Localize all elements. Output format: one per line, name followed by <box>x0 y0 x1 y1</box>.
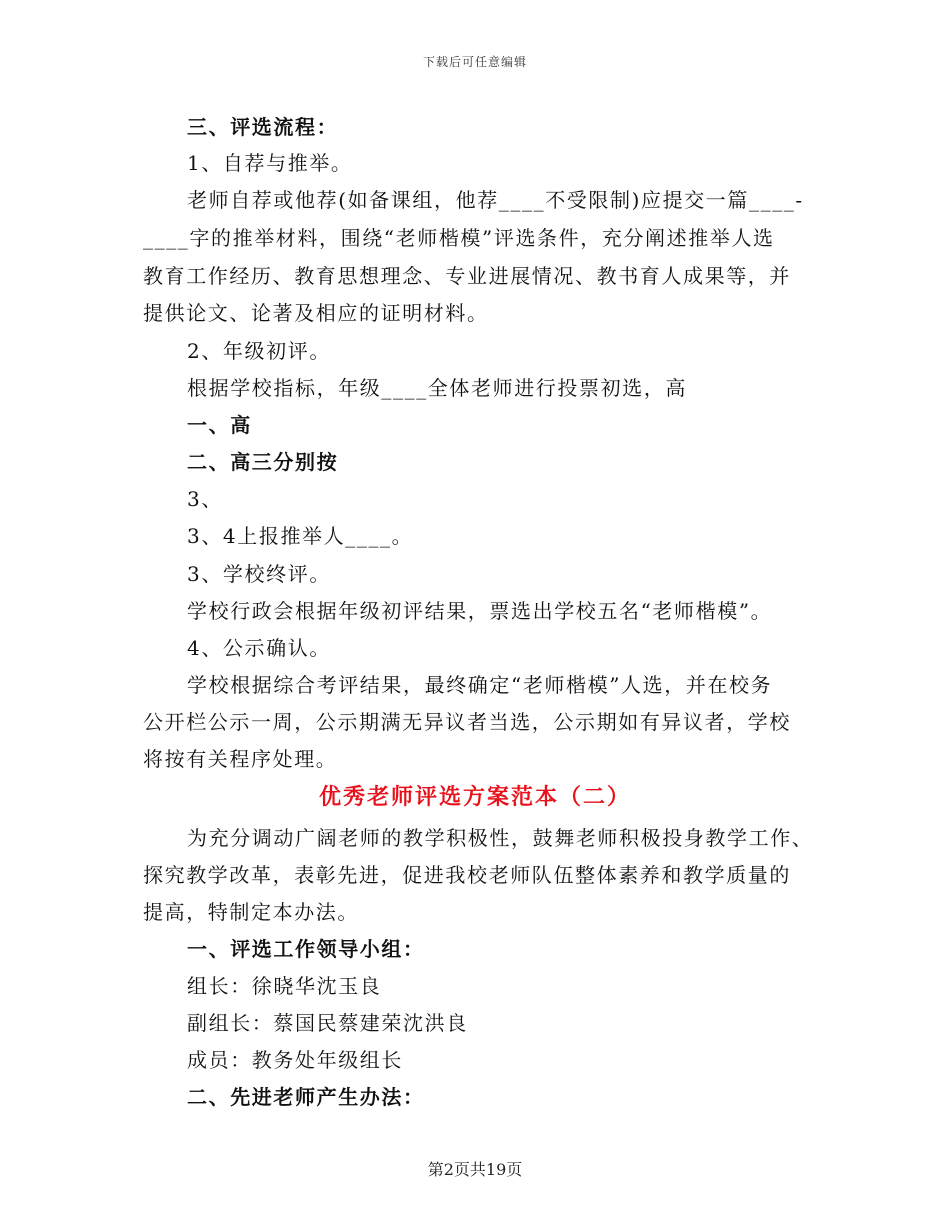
step3-paragraph: 学校行政会根据年级初评结果，票选出学校五名“老师楷模”。 <box>187 599 773 623</box>
group-members: 成员：教务处年级组长 <box>187 1048 403 1072</box>
group-vice-leader: 副组长：蔡国民蔡建荣沈洪良 <box>187 1011 468 1035</box>
step2-fragment-c: 3、 <box>187 487 223 511</box>
step2-fragment-d: 3、4上报推举人____。 <box>187 524 414 548</box>
intro-paragraph-line-2: 探究教学改革，表彰先进，促进我校老师队伍整体素养和教学质量的 <box>143 863 791 887</box>
step1-paragraph-line-1: 老师自荐或他荐(如备课组，他荐____不受限制)应提交一篇____- <box>187 188 804 212</box>
page-header-note: 下载后可任意编辑 <box>422 55 527 69</box>
group-leader: 组长：徐晓华沈玉良 <box>187 974 382 998</box>
step1-title: 1、自荐与推举。 <box>187 151 353 175</box>
step4-paragraph-line-1: 学校根据综合考评结果，最终确定“老师楷模”人选，并在校务 <box>187 673 773 697</box>
document-title: 优秀老师评选方案范本（二） <box>318 784 631 810</box>
step1-paragraph-line-3: 教育工作经历、教育思想理念、专业进展情况、教书育人成果等，并 <box>143 264 791 288</box>
section-heading-selection-method: 二、先进老师产生办法： <box>187 1085 425 1109</box>
intro-paragraph-line-1: 为充分调动广阔老师的教学积极性，鼓舞老师积极投身教学工作、 <box>187 826 814 850</box>
step2-paragraph: 根据学校指标，年级____全体老师进行投票初选，高 <box>187 376 687 400</box>
step2-fragment-a: 一、高 <box>187 413 252 437</box>
step4-title: 4、公示确认。 <box>187 636 331 660</box>
intro-paragraph-line-3: 提高，特制定本办法。 <box>143 900 359 924</box>
step1-paragraph-line-2: ____字的推举材料，围绕“老师楷模”评选条件，充分阐述推举人选 <box>143 226 775 250</box>
page-number: 第2页共19页 <box>427 1160 523 1179</box>
step2-title: 2、年级初评。 <box>187 339 331 363</box>
step2-fragment-b: 二、高三分别按 <box>187 450 339 474</box>
step1-paragraph-line-4: 提供论文、论著及相应的证明材料。 <box>143 301 489 325</box>
section-heading-leadership-group: 一、评选工作领导小组： <box>187 937 425 961</box>
step3-title: 3、学校终评。 <box>187 562 331 586</box>
section-heading-selection-process: 三、评选流程： <box>187 115 339 139</box>
step4-paragraph-line-2: 公开栏公示一周，公示期满无异议者当选，公示期如有异议者，学校 <box>143 710 791 734</box>
step4-paragraph-line-3: 将按有关程序处理。 <box>143 747 338 771</box>
